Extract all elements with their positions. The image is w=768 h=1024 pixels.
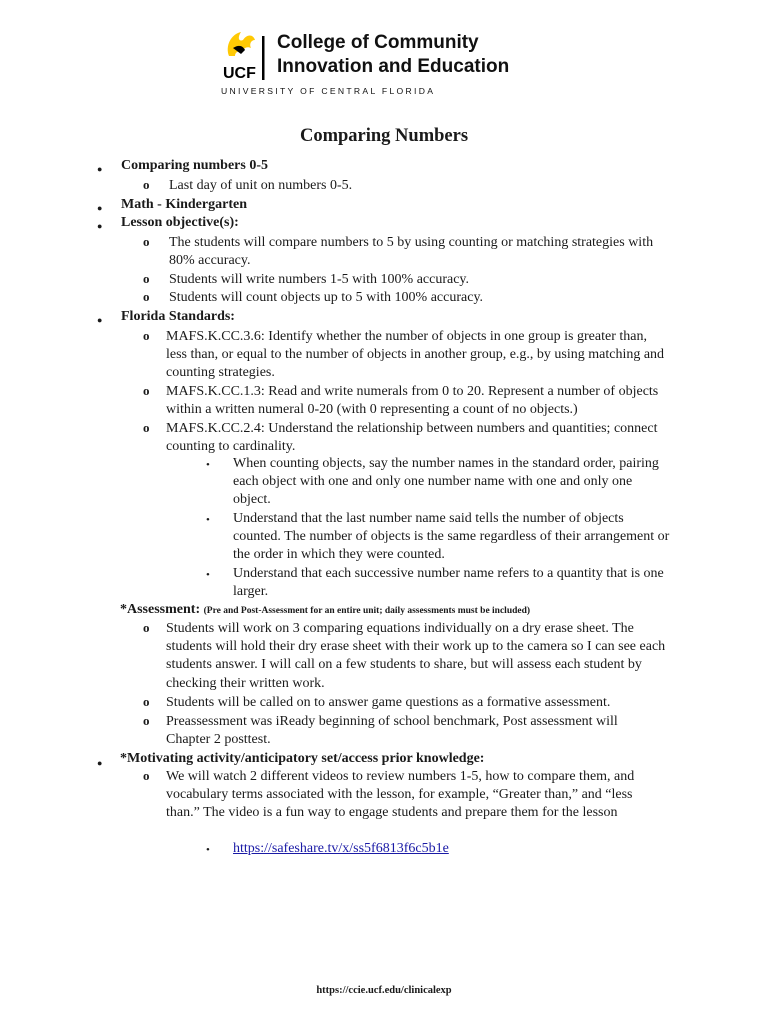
circle-marker: o	[143, 234, 150, 249]
objective-item: Students will count objects up to 5 with 100% accuracy.	[169, 290, 484, 305]
circle-marker: o	[143, 177, 150, 192]
bullet-marker: ●	[97, 221, 103, 231]
circle-marker: o	[143, 620, 150, 635]
cardinality-point: Understand that each successive number name refers to a quantity that is one larger.	[233, 566, 664, 600]
objectives-heading: Lesson objective(s):	[121, 215, 239, 230]
svg-text:UCF: UCF	[223, 65, 256, 82]
cardinality-point: When counting objects, say the number names in the standard order, pairing each object with one and only one number name with one and only one object.	[233, 456, 659, 508]
college-logo	[221, 28, 548, 100]
objective-item: The students will compare numbers to 5 by using counting or matching strategies with 80% accuracy.	[169, 235, 654, 269]
standard-item: MAFS.K.CC.2.4: Understand the relationship between numbers and quantities; connect counting to cardinality.	[166, 421, 658, 455]
footer-url[interactable]: https://ccie.ucf.edu/clinicalexp	[316, 985, 452, 996]
bullet-marker: ●	[97, 758, 103, 768]
assessment-heading-row	[120, 601, 680, 620]
circle-marker: o	[143, 768, 150, 783]
square-bullet-marker: •	[206, 459, 210, 471]
cardinality-point: Understand that the last number name said tells the number of objects counted. The number of objects is the same regardless of their arrangement or the order in which they were counted.	[233, 511, 670, 563]
square-bullet-marker: •	[206, 569, 210, 581]
topic-note: Last day of unit on numbers 0-5.	[169, 178, 353, 193]
assessment-item: Students will work on 3 comparing equations individually on a dry erase sheet. The students will hold their dry erase sheet with their work up to the camera so I can see each students answer. I will call on a few students to share, but will assess each student by checking their written work.	[166, 621, 666, 691]
standard-item: MAFS.K.CC.3.6: Identify whether the number of objects in one group is greater than, less than, or equal to the number of objects in another group, e.g., by using matching and counting strategies.	[166, 329, 665, 381]
circle-marker: o	[143, 289, 150, 304]
bullet-marker: ●	[97, 315, 103, 325]
bullet-marker: ●	[97, 203, 103, 213]
logo-line-1: College of Community	[277, 32, 479, 53]
logo-subline: UNIVERSITY OF CENTRAL FLORIDA	[221, 86, 436, 96]
circle-marker: o	[143, 420, 150, 435]
circle-marker: o	[143, 383, 150, 398]
circle-marker: o	[143, 328, 150, 343]
assessment-note: (Pre and Post-Assessment for an entire unit; daily assessments must be included)	[203, 606, 531, 616]
video-link[interactable]: https://safeshare.tv/x/ss5f6813f6c5b1e	[233, 841, 449, 856]
assessment-item: Preassessment was iReady beginning of school benchmark, Post assessment will Chapter 2 posttest.	[166, 714, 618, 748]
bullet-marker: ●	[97, 164, 103, 174]
motivating-text: We will watch 2 different videos to review numbers 1-5, how to compare them, and vocabulary terms associated with the lesson, for example, “Greater than,” and “less than.” The video is a fun way to engage students and prepare them for the lesson	[166, 769, 635, 821]
circle-marker: o	[143, 271, 150, 286]
motivating-heading: *Motivating activity/anticipatory set/access prior knowledge:	[120, 751, 485, 766]
assessment-item: Students will be called on to answer game questions as a formative assessment.	[166, 695, 611, 710]
standards-heading: Florida Standards:	[121, 309, 235, 324]
standard-item: MAFS.K.CC.1.3: Read and write numerals from 0 to 20. Represent a number of objects within a written numeral 0-20 (with 0 representing a count of no objects.)	[166, 384, 659, 418]
circle-marker: o	[143, 713, 150, 728]
square-bullet-marker: •	[206, 844, 210, 856]
assessment-heading: *Assessment:	[120, 602, 201, 617]
page-title: Comparing Numbers	[299, 126, 469, 146]
subject-label: Math - Kindergarten	[121, 197, 247, 212]
logo-line-2: Innovation and Education	[277, 56, 510, 77]
square-bullet-marker: •	[206, 514, 210, 526]
topic-label: Comparing numbers 0-5	[121, 158, 269, 173]
circle-marker: o	[143, 694, 150, 709]
objective-item: Students will write numbers 1-5 with 100% accuracy.	[169, 272, 470, 287]
